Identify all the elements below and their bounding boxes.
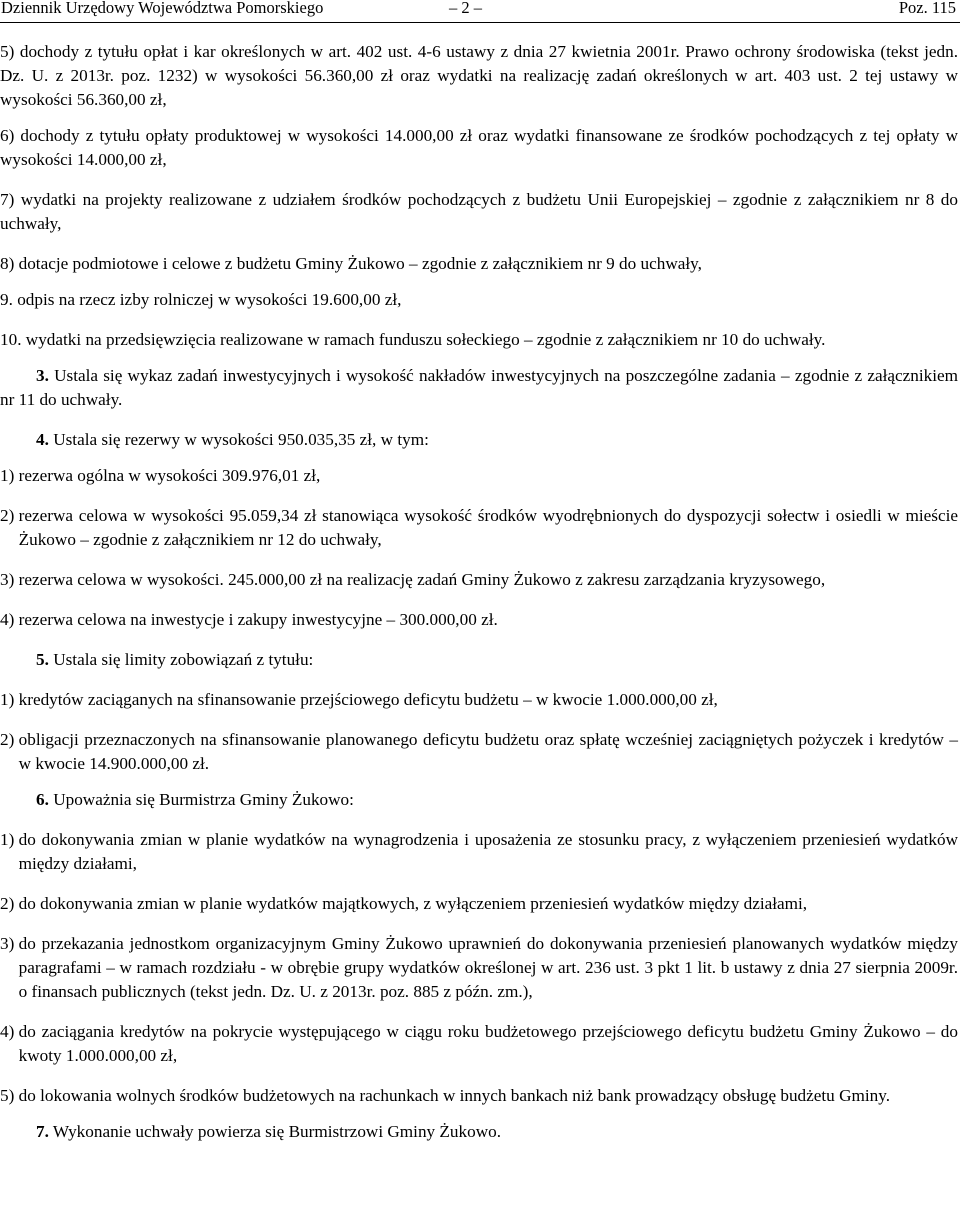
section-5-text: Ustala się limity zobowiązań z tytułu: [53,650,314,669]
reserve-item-3: 3) rezerwa celowa w wysokości. 245.000,00 zł na realizację zadań Gminy Żukowo z zakresu zarządzania kryzysowego, [0,570,826,589]
reserve-item-1: 1) rezerwa ogólna w wysokości 309.976,01 zł, [0,466,321,485]
item-10: 10. wydatki na przedsięwzięcia realizowane w ramach funduszu sołeckiego – zgodnie z załącznikiem nr 10 do uchwały. [0,330,826,349]
section-4-text: Ustala się rezerwy w wysokości 950.035,35 zł, w tym: [53,430,429,449]
item-5: 5) dochody z tytułu opłat i kar określonych w art. 402 ust. 4-6 ustawy z dnia 27 kwietnia 2001r. Prawo ochrony środowiska (tekst jedn. Dz. U. z 2013r. poz. 1232) w wysokości 56.360,00 zł oraz wydatki na realizację zadań określonych w art. 403 ust. 2 tej ustawy w wysokości 56.360,00 zł, [0,42,958,109]
section-7-text: Wykonanie uchwały powierza się Burmistrzowi Gminy Żukowo. [52,1122,502,1141]
position-number: Poz. 115 [898,0,956,17]
section-7-label: 7. [36,1122,49,1141]
item-9: 9. odpis na rzecz izby rolniczej w wysokości 19.600,00 zł, [0,290,402,309]
authorization-item-2: 2) do dokonywania zmian w planie wydatków majątkowych, z wyłączeniem przeniesień wydatków między działami, [0,894,808,913]
section-5 [0,648,958,672]
authorization-item-3: 3) do przekazania jednostkom organizacyjnym Gminy Żukowo uprawnień do dokonywania przeniesień planowanych wydatków między paragrafami – w ramach rozdziału - w obrębie grupy wydatków określonej w art. 236 ust. 3 pkt 1 lit. b ustawy z dnia 27 sierpnia 2009r. o finansach publicznych (tekst jedn. Dz. U. z 2013r. poz. 885 z późn. zm.), [0,934,958,1001]
section-4-label: 4. [36,430,49,449]
limit-item-1: 1) kredytów zaciąganych na sfinansowanie przejściowego deficytu budżetu – w kwocie 1.000.000,00 zł, [0,690,718,709]
section-4 [0,428,958,452]
section-5-label: 5. [36,650,49,669]
section-3 [0,364,958,412]
item-7: 7) wydatki na projekty realizowane z udziałem środków pochodzących z budżetu Unii Europejskiej – zgodnie z załącznikiem nr 8 do uchwały, [0,190,958,233]
authorization-item-5: 5) do lokowania wolnych środków budżetowych na rachunkach w innych bankach niż bank prowadzący obsługę budżetu Gminy. [0,1086,891,1105]
item-6: 6) dochody z tytułu opłaty produktowej w wysokości 14.000,00 zł oraz wydatki finansowane ze środków pochodzących z tej opłaty w wysokości 14.000,00 zł, [0,126,958,169]
journal-title: Dziennik Urzędowy Województwa Pomorskiego [1,0,324,17]
authorization-item-4: 4) do zaciągania kredytów na pokrycie występującego w ciągu roku budżetowego przejściowego deficytu budżetu Gminy Żukowo – do kwoty 1.000.000,00 zł, [0,1022,958,1065]
section-6-text: Upoważnia się Burmistrza Gminy Żukowo: [53,790,354,809]
page-number: – 2 – [449,0,482,17]
reserve-item-4: 4) rezerwa celowa na inwestycje i zakupy inwestycyjne – 300.000,00 zł. [0,610,498,629]
section-3-label: 3. [36,366,49,385]
document-body [0,40,958,1144]
section-3-text: Ustala się wykaz zadań inwestycyjnych i wysokość nakładów inwestycyjnych na poszczególne zadania – zgodnie z załącznikiem nr 11 do uchwały. [0,366,958,409]
section-6 [0,788,958,812]
reserve-item-2: 2) rezerwa celowa w wysokości 95.059,34 zł stanowiąca wysokość środków wyodrębnionych do dyspozycji sołectw i osiedli w mieście Żukowo – zgodnie z załącznikiem nr 12 do uchwały, [0,506,958,549]
authorization-item-1: 1) do dokonywania zmian w planie wydatków na wynagrodzenia i uposażenia ze stosunku pracy, z wyłączeniem przeniesień wydatków między działami, [0,830,958,873]
section-6-label: 6. [36,790,49,809]
limit-item-2: 2) obligacji przeznaczonych na sfinansowanie planowanego deficytu budżetu oraz spłatę wcześniej zaciągniętych pożyczek i kredytów – w kwocie 14.900.000,00 zł. [0,730,958,773]
section-7 [0,1120,958,1144]
item-8: 8) dotacje podmiotowe i celowe z budżetu Gminy Żukowo – zgodnie z załącznikiem nr 9 do uchwały, [0,254,702,273]
page-header [0,0,960,23]
